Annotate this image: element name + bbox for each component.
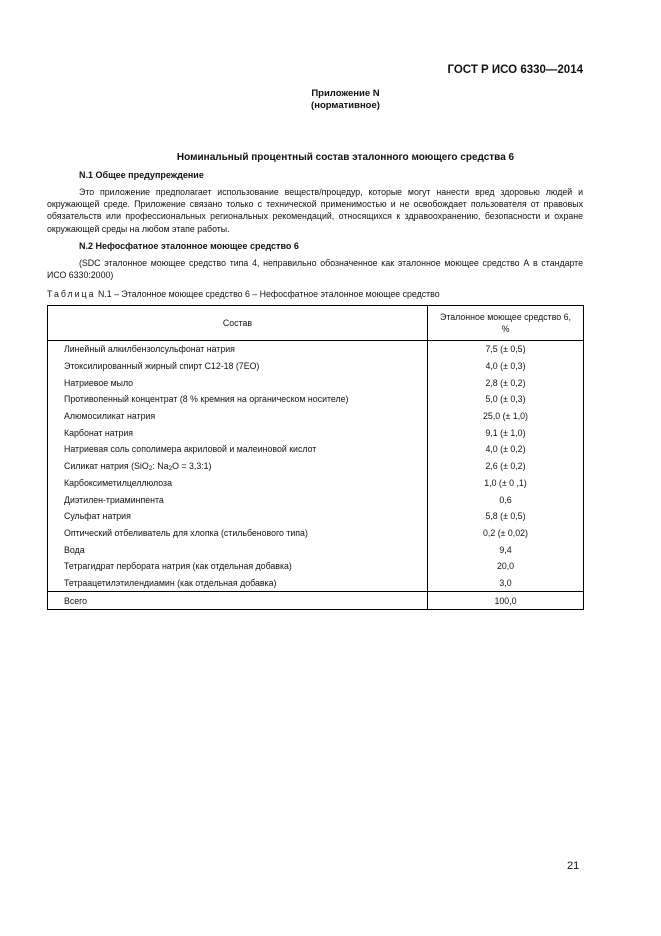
subscript: 2 — [168, 464, 173, 472]
component-name: Натриевое мыло — [48, 374, 428, 391]
standard-identifier: ГОСТ Р ИСО 6330—2014 — [447, 64, 583, 76]
table-row — [48, 558, 584, 575]
section-heading-nonphosphate-detergent: N.2 Нефосфатное эталонное моющее средство 6 — [79, 241, 299, 251]
table-row — [48, 441, 584, 458]
total-value: 100,0 — [428, 592, 584, 610]
document-title: Номинальный процентный состав эталонного моющего средства 6 — [176, 152, 515, 163]
table-row — [48, 458, 584, 475]
table-caption — [47, 289, 440, 299]
component-value: 9,4 — [428, 541, 584, 558]
component-name: Натриевая соль сополимера акриловой и малеиновой кислот — [48, 441, 428, 458]
column-header-percentage-line2: % — [501, 324, 510, 334]
component-name-part: : Na — [152, 460, 169, 471]
component-name: Алюмосиликат натрия — [48, 408, 428, 425]
table-row — [48, 374, 584, 391]
component-name: Сульфат натрия — [48, 508, 428, 525]
column-header-composition: Состав — [48, 306, 428, 341]
component-name: Этоксилированный жирный спирт С12-18 (7ЕО) — [48, 358, 428, 375]
component-value: 5,0 (± 0,3) — [428, 391, 584, 408]
component-name: Тетрагидрат пербората натрия (как отдельная добавка) — [48, 558, 428, 575]
component-name: Диэтилен-триаминпента — [48, 491, 428, 508]
table-caption-label: Таблица — [47, 289, 96, 299]
component-name: Карбоксиметилцеллюлоза — [48, 475, 428, 492]
component-value: 2,6 (± 0,2) — [428, 458, 584, 475]
table-row — [48, 475, 584, 492]
component-value: 5,8 (± 0,5) — [428, 508, 584, 525]
paragraph-general-warning: Это приложение предполагает использование веществ/процедур, которые могут нанести вред здоровью людей и окружающей среде. Приложение связано только с технической применимостью и не освобождает пользователя от правовых обязательств или профессиональных региональных рекомендаций, относящихся к здравоохранению, безопасности и охране окружающей среды на любом этапе работы. — [47, 187, 583, 234]
table-row — [48, 424, 584, 441]
component-name: Вода — [48, 541, 428, 558]
table-row — [48, 491, 584, 508]
component-value: 3,0 — [428, 575, 584, 592]
component-name: Оптический отбеливатель для хлопка (стильбенового типа) — [48, 525, 428, 542]
annex-type: (нормативное) — [311, 100, 380, 111]
table-row — [48, 341, 584, 358]
table-row — [48, 391, 584, 408]
subscript: 2 — [148, 464, 153, 472]
component-name: Тетраацетилэтилендиамин (как отдельная добавка) — [48, 575, 428, 592]
component-name: Карбонат натрия — [48, 424, 428, 441]
component-value: 0,6 — [428, 491, 584, 508]
composition-table — [47, 305, 584, 610]
column-header-percentage — [428, 306, 584, 341]
component-value: 7,5 (± 0,5) — [428, 341, 584, 358]
annex-title: Приложение N — [311, 88, 380, 99]
table-row — [48, 508, 584, 525]
total-label: Всего — [48, 592, 428, 610]
component-value: 1,0 (± 0 ,1) — [428, 475, 584, 492]
column-header-percentage-line1: Эталонное моющее средство 6, — [440, 312, 571, 322]
table-caption-text: N.1 – Эталонное моющее средство 6 – Нефосфатное эталонное моющее средство — [95, 289, 440, 299]
table-header-row — [48, 306, 584, 341]
table-row — [48, 575, 584, 592]
component-value: 0,2 (± 0,02) — [428, 525, 584, 542]
table-total-row — [48, 592, 584, 610]
component-name: Линейный алкилбензолсульфонат натрия — [48, 341, 428, 358]
component-name-part: Силикат натрия (SiO — [64, 460, 149, 471]
component-name-part: O = 3,3:1) — [172, 460, 212, 471]
component-value: 9,1 (± 1,0) — [428, 424, 584, 441]
component-name: Противопенный концентрат (8 % кремния на органическом носителе) — [48, 391, 428, 408]
table-row — [48, 358, 584, 375]
component-name — [48, 458, 428, 475]
component-value: 2,8 (± 0,2) — [428, 374, 584, 391]
component-value: 4,0 (± 0,2) — [428, 441, 584, 458]
table-row — [48, 525, 584, 542]
section-heading-general-warning: N.1 Общее предупреждение — [79, 170, 204, 180]
table-row — [48, 541, 584, 558]
component-value: 25,0 (± 1,0) — [428, 408, 584, 425]
paragraph-detergent-note: (SDC эталонное моющее средство типа 4, неправильно обозначенное как эталонное моющее средство А в стандарте ИСО 6330:2000) — [47, 258, 583, 281]
table-row — [48, 408, 584, 425]
component-value: 20,0 — [428, 558, 584, 575]
page-number: 21 — [567, 860, 580, 872]
component-value: 4,0 (± 0,3) — [428, 358, 584, 375]
